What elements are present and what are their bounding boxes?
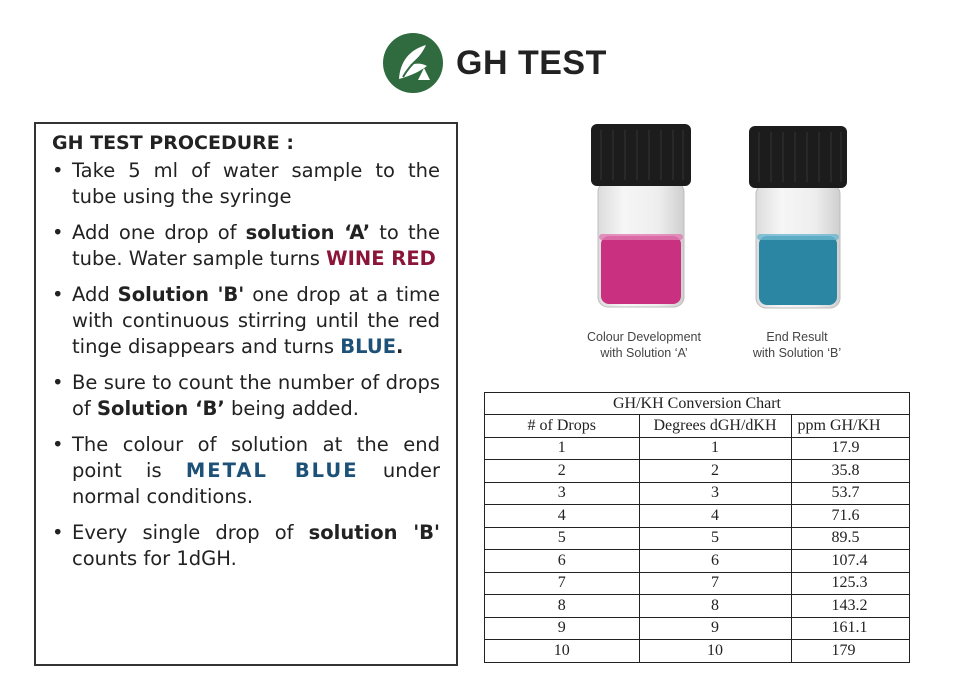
caption-line: End Result [766,330,828,344]
table-row [485,595,909,618]
step-2 [52,220,440,271]
cell-drops: 5 [485,527,639,550]
color-label-metal-blue: METAL BLUE [185,458,359,482]
cell-ppm: 71.6 [791,505,909,528]
vial-wine-red [591,124,691,307]
cell-drops: 10 [485,640,639,662]
cell-ppm: 179 [791,640,909,662]
step-emphasis: Solution 'B' [117,283,245,307]
cell-degrees: 2 [639,460,791,483]
step-emphasis: Solution ‘B’ [97,396,225,420]
color-label-wine-red: WINE RED [326,246,436,270]
cell-degrees: 7 [639,572,791,595]
vial-caption-left [559,329,729,361]
cell-ppm: 143.2 [791,595,909,618]
table-row [485,550,909,573]
page-header [382,30,607,96]
cell-drops: 2 [485,460,639,483]
cell-ppm: 53.7 [791,482,909,505]
cell-ppm: 35.8 [791,460,909,483]
step-text: counts for 1dGH. [72,546,237,570]
column-header-drops: # of Drops [485,415,639,437]
cell-degrees: 9 [639,617,791,640]
step-text: Every single drop of [72,521,309,545]
step-1 [52,158,440,209]
cell-drops: 8 [485,595,639,618]
cell-ppm: 89.5 [791,527,909,550]
cell-degrees: 3 [639,482,791,505]
step-text: The colour of solution at the end point is [72,433,440,482]
column-header-degrees: Degrees dGH/dKH [639,415,791,437]
vial-blue [749,126,847,308]
step-text: one drop at a time with continuous stirring until the red tinge disappears and turns [72,283,441,358]
step-text: Be sure to count the number of drops of [72,371,440,420]
cell-drops: 6 [485,550,639,573]
cell-degrees: 1 [639,437,791,460]
vial-caption-right [727,329,867,361]
conversion-chart [484,392,910,663]
cell-degrees: 4 [639,505,791,528]
table-row [485,572,909,595]
step-emphasis: solution ‘A’ [245,221,371,245]
page-title: GH TEST [456,43,607,82]
table-row [485,460,909,483]
table-row [485,505,909,528]
leaf-logo-icon [382,32,444,94]
step-text: under normal conditions. [72,458,440,508]
step-6 [52,520,440,571]
step-text: Take 5 ml of water sample to the tube using the syringe [72,159,440,208]
step-text: Add one drop of [72,221,246,245]
cell-drops: 1 [485,437,639,460]
table-row [485,527,909,550]
cell-drops: 7 [485,572,639,595]
cell-ppm: 17.9 [791,437,909,460]
vial-cap [591,124,691,186]
step-text: . [396,334,404,358]
caption-line: with Solution ‘A’ [600,346,688,360]
step-5 [52,432,440,509]
cell-ppm: 125.3 [791,572,909,595]
step-emphasis: solution 'B' [308,521,440,545]
column-header-ppm: ppm GH/KH [791,415,909,437]
step-text: being added. [224,396,359,420]
step-text: Add [72,283,118,307]
cell-drops: 4 [485,505,639,528]
vials-illustration [555,118,885,318]
cell-degrees: 8 [639,595,791,618]
step-3 [52,282,440,359]
conversion-table [485,415,909,662]
cell-degrees: 10 [639,640,791,662]
caption-line: with Solution ‘B’ [752,346,842,360]
cell-drops: 9 [485,617,639,640]
table-row [485,437,909,460]
procedure-box [34,122,458,666]
procedure-steps [52,158,440,571]
vial-cap [749,126,847,188]
liquid-wine-red [601,236,681,304]
table-header-row [485,415,909,437]
color-label-blue: BLUE [340,334,397,358]
vials-photo [555,118,885,368]
step-text: to the tube. Water sample turns [72,221,440,270]
procedure-heading: GH TEST PROCEDURE : [52,132,294,154]
cell-ppm: 161.1 [791,617,909,640]
caption-line: Colour Development [587,330,701,344]
cell-degrees: 5 [639,527,791,550]
liquid-blue [759,236,837,305]
table-row [485,617,909,640]
cell-ppm: 107.4 [791,550,909,573]
step-4 [52,370,440,421]
cell-drops: 3 [485,482,639,505]
chart-title: GH/KH Conversion Chart [485,393,909,415]
cell-degrees: 6 [639,550,791,573]
table-row [485,482,909,505]
table-row [485,640,909,662]
